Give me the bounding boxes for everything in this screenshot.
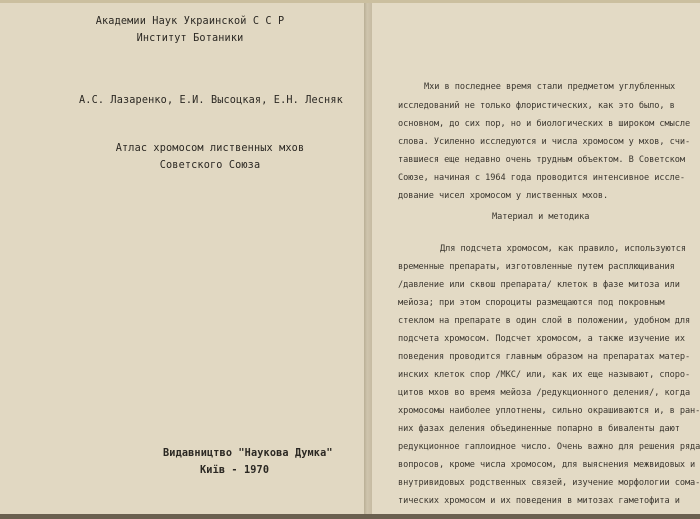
intro-line: Союзе, начиная с 1964 года проводится интенсивное иссле- — [398, 173, 685, 183]
top-edge — [0, 0, 700, 3]
page-gutter — [364, 0, 372, 519]
intro-line: тавшиеся еще недавно очень трудным объектом. В Советском — [398, 155, 685, 165]
bottom-edge — [0, 514, 700, 519]
method-line: /давление или сквош препарата/ клеток в фазе митоза или — [398, 280, 680, 290]
intro-line: Мхи в последнее время стали предметом углубленных — [424, 82, 676, 92]
academy-name: Академии Наук Украинской С С Р — [95, 16, 285, 27]
method-line: хромосомы наиболее уплотнены, сильно окрашиваются и, в ран- — [398, 406, 700, 416]
publisher: Видавництво "Наукова Думка" — [163, 448, 333, 459]
intro-line: исследований не только флористических, как это было, в — [398, 101, 675, 111]
method-line: временные препараты, изготовленные путем расплющивания — [398, 262, 675, 272]
method-line: инских клеток спор /МКС/ или, как их еще называют, споро- — [398, 370, 691, 380]
method-line: редукционное гаплоидное число. Очень важно для решения ряда — [398, 442, 700, 452]
method-line: поведения проводится главным образом на препаратах матер- — [398, 352, 691, 362]
method-line: внутривидовых родственных связей, изучение морфологии сома- — [398, 478, 700, 488]
place-year: Київ - 1970 — [200, 465, 270, 476]
intro-line: основном, до сих пор, но и биологических в широком смысле — [398, 119, 691, 129]
method-line: мейоза; при этом спороциты размещаются под покровным — [398, 298, 665, 308]
section-heading: Материал и методика — [492, 212, 590, 222]
title-line-2: Советского Союза — [159, 160, 261, 171]
method-line: Для подсчета хромосом, как правило, используются — [440, 244, 686, 254]
intro-line: слова. Усиленно исследуются и числа хромосом у мхов, счи- — [398, 137, 691, 147]
method-line: цитов мхов во время мейоза /редукционного деления/, когда — [398, 388, 691, 398]
method-line: стеклом на препарате в один слой в положении, удобном для — [398, 316, 691, 326]
authors: А.С. Лазаренко, Е.И. Высоцкая, Е.Н. Лесняк — [79, 95, 343, 106]
method-line: тических хромосом и их поведения в митозах гаметофита и — [398, 496, 680, 506]
title-line-1: Атлас хромосом лиственных мхов — [115, 143, 305, 154]
institute-name: Институт Ботаники — [136, 33, 244, 44]
method-line: вопросов, кроме числа хромосом, для выяснения межвидовых и — [398, 460, 696, 470]
method-line: них фазах деления объединенные попарно в биваленты дают — [398, 424, 680, 434]
method-line: подсчета хромосом. Подсчет хромосом, а также изучение их — [398, 334, 685, 344]
intro-line: дование чисел хромосом у лиственных мхов. — [398, 191, 609, 201]
